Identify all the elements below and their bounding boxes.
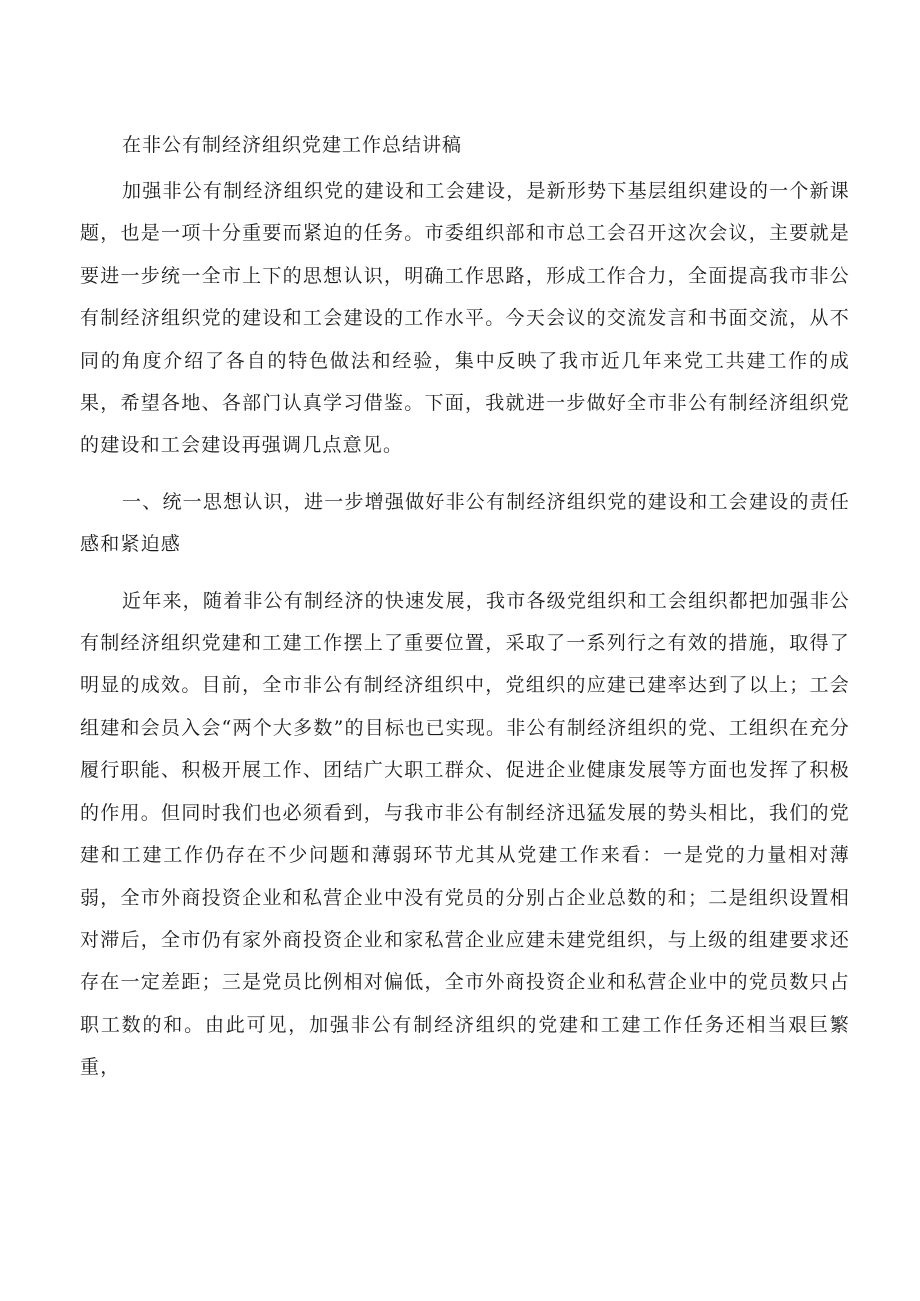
document-title: 在非公有制经济组织党建工作总结讲稿 <box>122 134 463 156</box>
document-body <box>80 128 850 1089</box>
section-heading-1: 一、统一思想认识，进一步增强做好非公有制经济组织党的建设和工会建设的责任感和紧迫感 <box>80 490 850 556</box>
intro-paragraph: 加强非公有制经济组织党的建设和工会建设，是新形势下基层组织建设的一个新课题，也是一项十分重要而紧迫的任务。市委组织部和市总工会召开这次会议，主要就是要进一步统一全市上下的思想认识，明确工作思路，形成工作合力，全面提高我市非公有制经济组织党的建设和工会建设的工作水平。今天会议的交流发言和书面交流，从不同的角度介绍了各自的特色做法和经验，集中反映了我市近几年来党工共建工作的成果，希望各地、各部门认真学习借鉴。下面，我就进一步做好全市非公有制经济组织党的建设和工会建设再强调几点意见。 <box>80 180 850 457</box>
body-paragraph: 近年来，随着非公有制经济的快速发展，我市各级党组织和工会组织都把加强非公有制经济组织党建和工建工作摆上了重要位置，采取了一系列行之有效的措施，取得了明显的成效。目前，全市非公有制经济组织中，党组织的应建已建率达到了以上；工会组建和会员入会“两个大多数”的目标也已实现。非公有制经济组织的党、工组织在充分履行职能、积极开展工作、团结广大职工群众、促进企业健康发展等方面也发挥了积极的作用。但同时我们也必须看到，与我市非公有制经济迅猛发展的势头相比，我们的党建和工建工作仍存在不少问题和薄弱环节尤其从党建工作来看：一是党的力量相对薄弱，全市外商投资企业和私营企业中没有党员的分别占企业总数的和；二是组织设置相对滞后，全市仍有家外商投资企业和家私营企业应建未建党组织，与上级的组建要求还存在一定差距；三是党员比例相对偏低，全市外商投资企业和私营企业中的党员数只占职工数的和。由此可见，加强非公有制经济组织的党建和工建工作任务还相当艰巨繁重， <box>80 589 850 1079</box>
